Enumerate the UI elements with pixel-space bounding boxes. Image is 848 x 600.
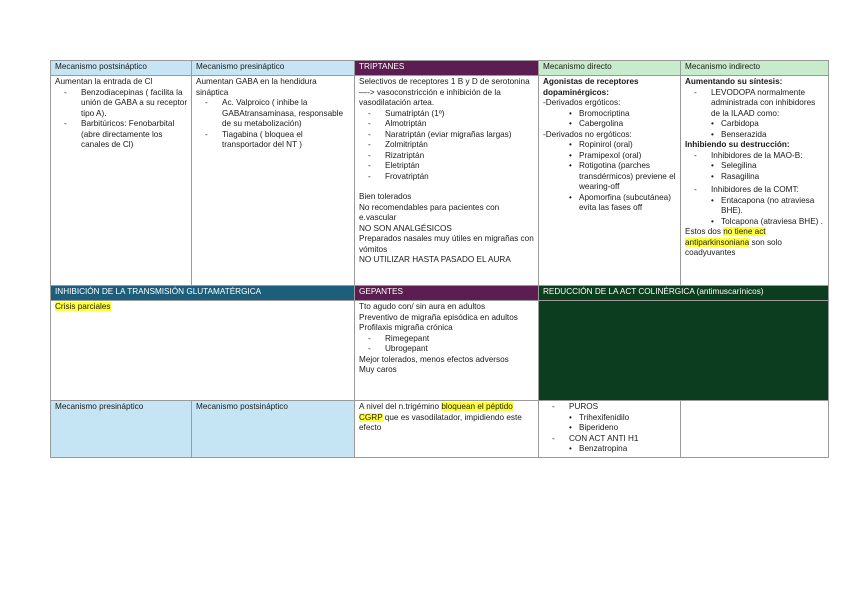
cell-directo [539,76,681,286]
triptanes-note: Bien tolerados [359,192,412,201]
header-presinaptico: Mecanismo presináptico [192,61,355,76]
triptanes-note: Preparados nasales muy útiles en migrañas con vómitos [359,234,534,254]
content-row-3 [51,301,829,401]
list-item: - Ac. Valproico ( inhibe la GABAtransaminasa, responsable de su metabolización) [222,98,351,130]
indirecto-synth-title: Aumentando su síntesis: [685,77,783,86]
list-item: • Selegilina [721,161,825,172]
triptanes-intro: Selectivos de receptores 1 B y D de serotonina—-> vasoconstricción e inhibición de la vasodilatación artea. [359,77,530,107]
cell-row4-postsinaptico: Mecanismo postsináptico [192,401,355,458]
list-item: • Benserazida [721,130,825,141]
crisis-parciales: Crisis parciales [55,302,111,311]
list-item: • Benzatropina [579,444,677,455]
header-colinergica: REDUCCIÓN DE LA ACT COLINÉRGICA (antimuscarínicos) [539,286,829,301]
list-item: - PUROS [569,402,677,413]
list-item: - Zolmitriptán [385,140,535,151]
list-item: - Inhibidores de la MAO-B: [711,151,825,162]
list-item: - Ubrogepant [385,344,535,355]
puros-list [543,402,677,413]
gepantes-line: Tto agudo con/ sin aura en adultos [359,302,486,311]
indirecto-comt-list [685,185,825,196]
note-text: son solo coadyuvantes [685,237,782,257]
list-item: • Bromocriptina [579,109,677,120]
list-item: - Almotriptán [385,119,535,130]
trig-text: A nivel del n.trigémino [359,402,442,411]
list-item: • Rotigotina (parches transdérmicos) previene el wearing-off [579,161,677,193]
note-text: Estos dos [685,227,724,236]
list-item: • Entacapona (no atraviesa BHE). [721,196,825,217]
triptanes-note: No recomendables para pacientes con e.vascular [359,202,500,222]
header-postsinaptico: Mecanismo postsináptico [51,61,192,76]
list-item: - Rimegepant [385,334,535,345]
list-item: - Sumatriptán (1º) [385,109,535,120]
list-item: • Pramipexol (oral) [579,151,677,162]
pre-intro: Aumentan GABA en la hendidura sináptica [196,77,317,97]
triptanes-note: NO UTILIZAR HASTA PASADO EL AURA [359,255,511,264]
header-row-2 [51,286,829,301]
header-directo: Mecanismo directo [539,61,681,76]
trig-text: que es vasodilatador, impidiendo este efecto [359,412,522,432]
conact-items [543,444,677,455]
indirecto-levodopa-list [685,88,825,120]
gepantes-line: Mejor tolerados, menos efectos adversos [359,354,509,364]
cell-row4-presinaptico: Mecanismo presináptico [51,401,192,458]
list-item: - Inhibidores de la COMT: [711,185,825,196]
cell-row4-antimuscarinicos [539,401,681,458]
cell-colinergica-empty [539,301,829,401]
list-item: • Ropinirol (oral) [579,140,677,151]
pharmacology-table [50,60,829,458]
list-item: - Eletriptán [385,161,535,172]
cell-glutamatergica [51,301,355,401]
list-item: - Rizatriptán [385,151,535,162]
indirecto-maob-list [685,151,825,162]
post-list [55,88,188,151]
cell-gepantes [355,301,539,401]
puros-items [543,413,677,434]
cell-row4-trigemino [355,401,539,458]
indirecto-note [685,227,825,259]
content-row-1 [51,76,829,286]
header-indirecto: Mecanismo indirecto [681,61,829,76]
gepantes-line: Preventivo de migraña episódica en adultos [359,312,518,322]
directo-ergot-label: -Derivados ergóticos: [543,98,621,107]
list-item: • Biperideno [579,423,677,434]
directo-ergot-list [543,109,677,130]
triptanes-list [359,109,535,183]
list-item: - CON ACT ANTI H1 [569,434,677,445]
list-item: • Cabergolina [579,119,677,130]
list-item: - Naratriptán (eviar migrañas largas) [385,130,535,141]
list-item: - Frovatriptán [385,172,535,183]
list-item: • Apomorfina (subcutánea) evita las fases off [579,193,677,214]
cell-indirecto [681,76,829,286]
content-row-4 [51,401,829,458]
header-glutamatergica: INHIBICIÓN DE LA TRANSMISIÓN GLUTAMATÉRGICA [51,286,355,301]
post-intro: Aumentan la entrada de Cl [55,77,153,86]
list-item: - Tiagabina ( bloquea el transportador del NT ) [222,130,351,151]
list-item: - Benzodiacepinas ( facilita la unión de GABA a su receptor tipo A). [81,88,188,120]
gepantes-line: Profilaxis migraña crónica [359,323,453,332]
directo-nonergot-label: -Derivados no ergóticos: [543,129,632,139]
cell-triptanes [355,76,539,286]
cell-row4-empty [681,401,829,458]
header-triptanes: TRIPTANES [355,61,539,76]
header-gepantes: GEPANTES [355,286,539,301]
header-row [51,61,829,76]
list-item: - Barbitúricos: Fenobarbital (abre directamente los canales de Cl) [81,119,188,151]
list-item: • Carbidopa [721,119,825,130]
pre-list [196,98,351,151]
indirecto-maob-items [685,161,825,182]
list-item: • Rasagilina [721,172,825,183]
cell-presinaptico [192,76,355,286]
list-item: • Trihexifenidilo [579,413,677,424]
gepantes-line: Muy caros [359,365,397,374]
indirecto-comt-items [685,196,825,228]
triptanes-note: NO SON ANALGÉSICOS [359,223,452,233]
indirecto-ilaad-list [685,119,825,140]
directo-title: Agonistas de receptores dopaminérgicos: [543,77,639,97]
list-item: • Tolcapona (atraviesa BHE) . [721,217,825,228]
trig-highlight: bloquean el péptido CGRP [359,402,513,422]
conact-list [543,434,677,445]
indirecto-destr-title: Inhibiendo su destrucción: [685,140,790,149]
directo-nonergot-list [543,140,677,214]
gepantes-list [359,334,535,355]
cell-postsinaptico [51,76,192,286]
list-item: - LEVODOPA normalmente administrada con inhibidores de la ILAAD como: [711,88,825,120]
note-highlight: no tiene act antiparkinsoniana [685,227,766,247]
